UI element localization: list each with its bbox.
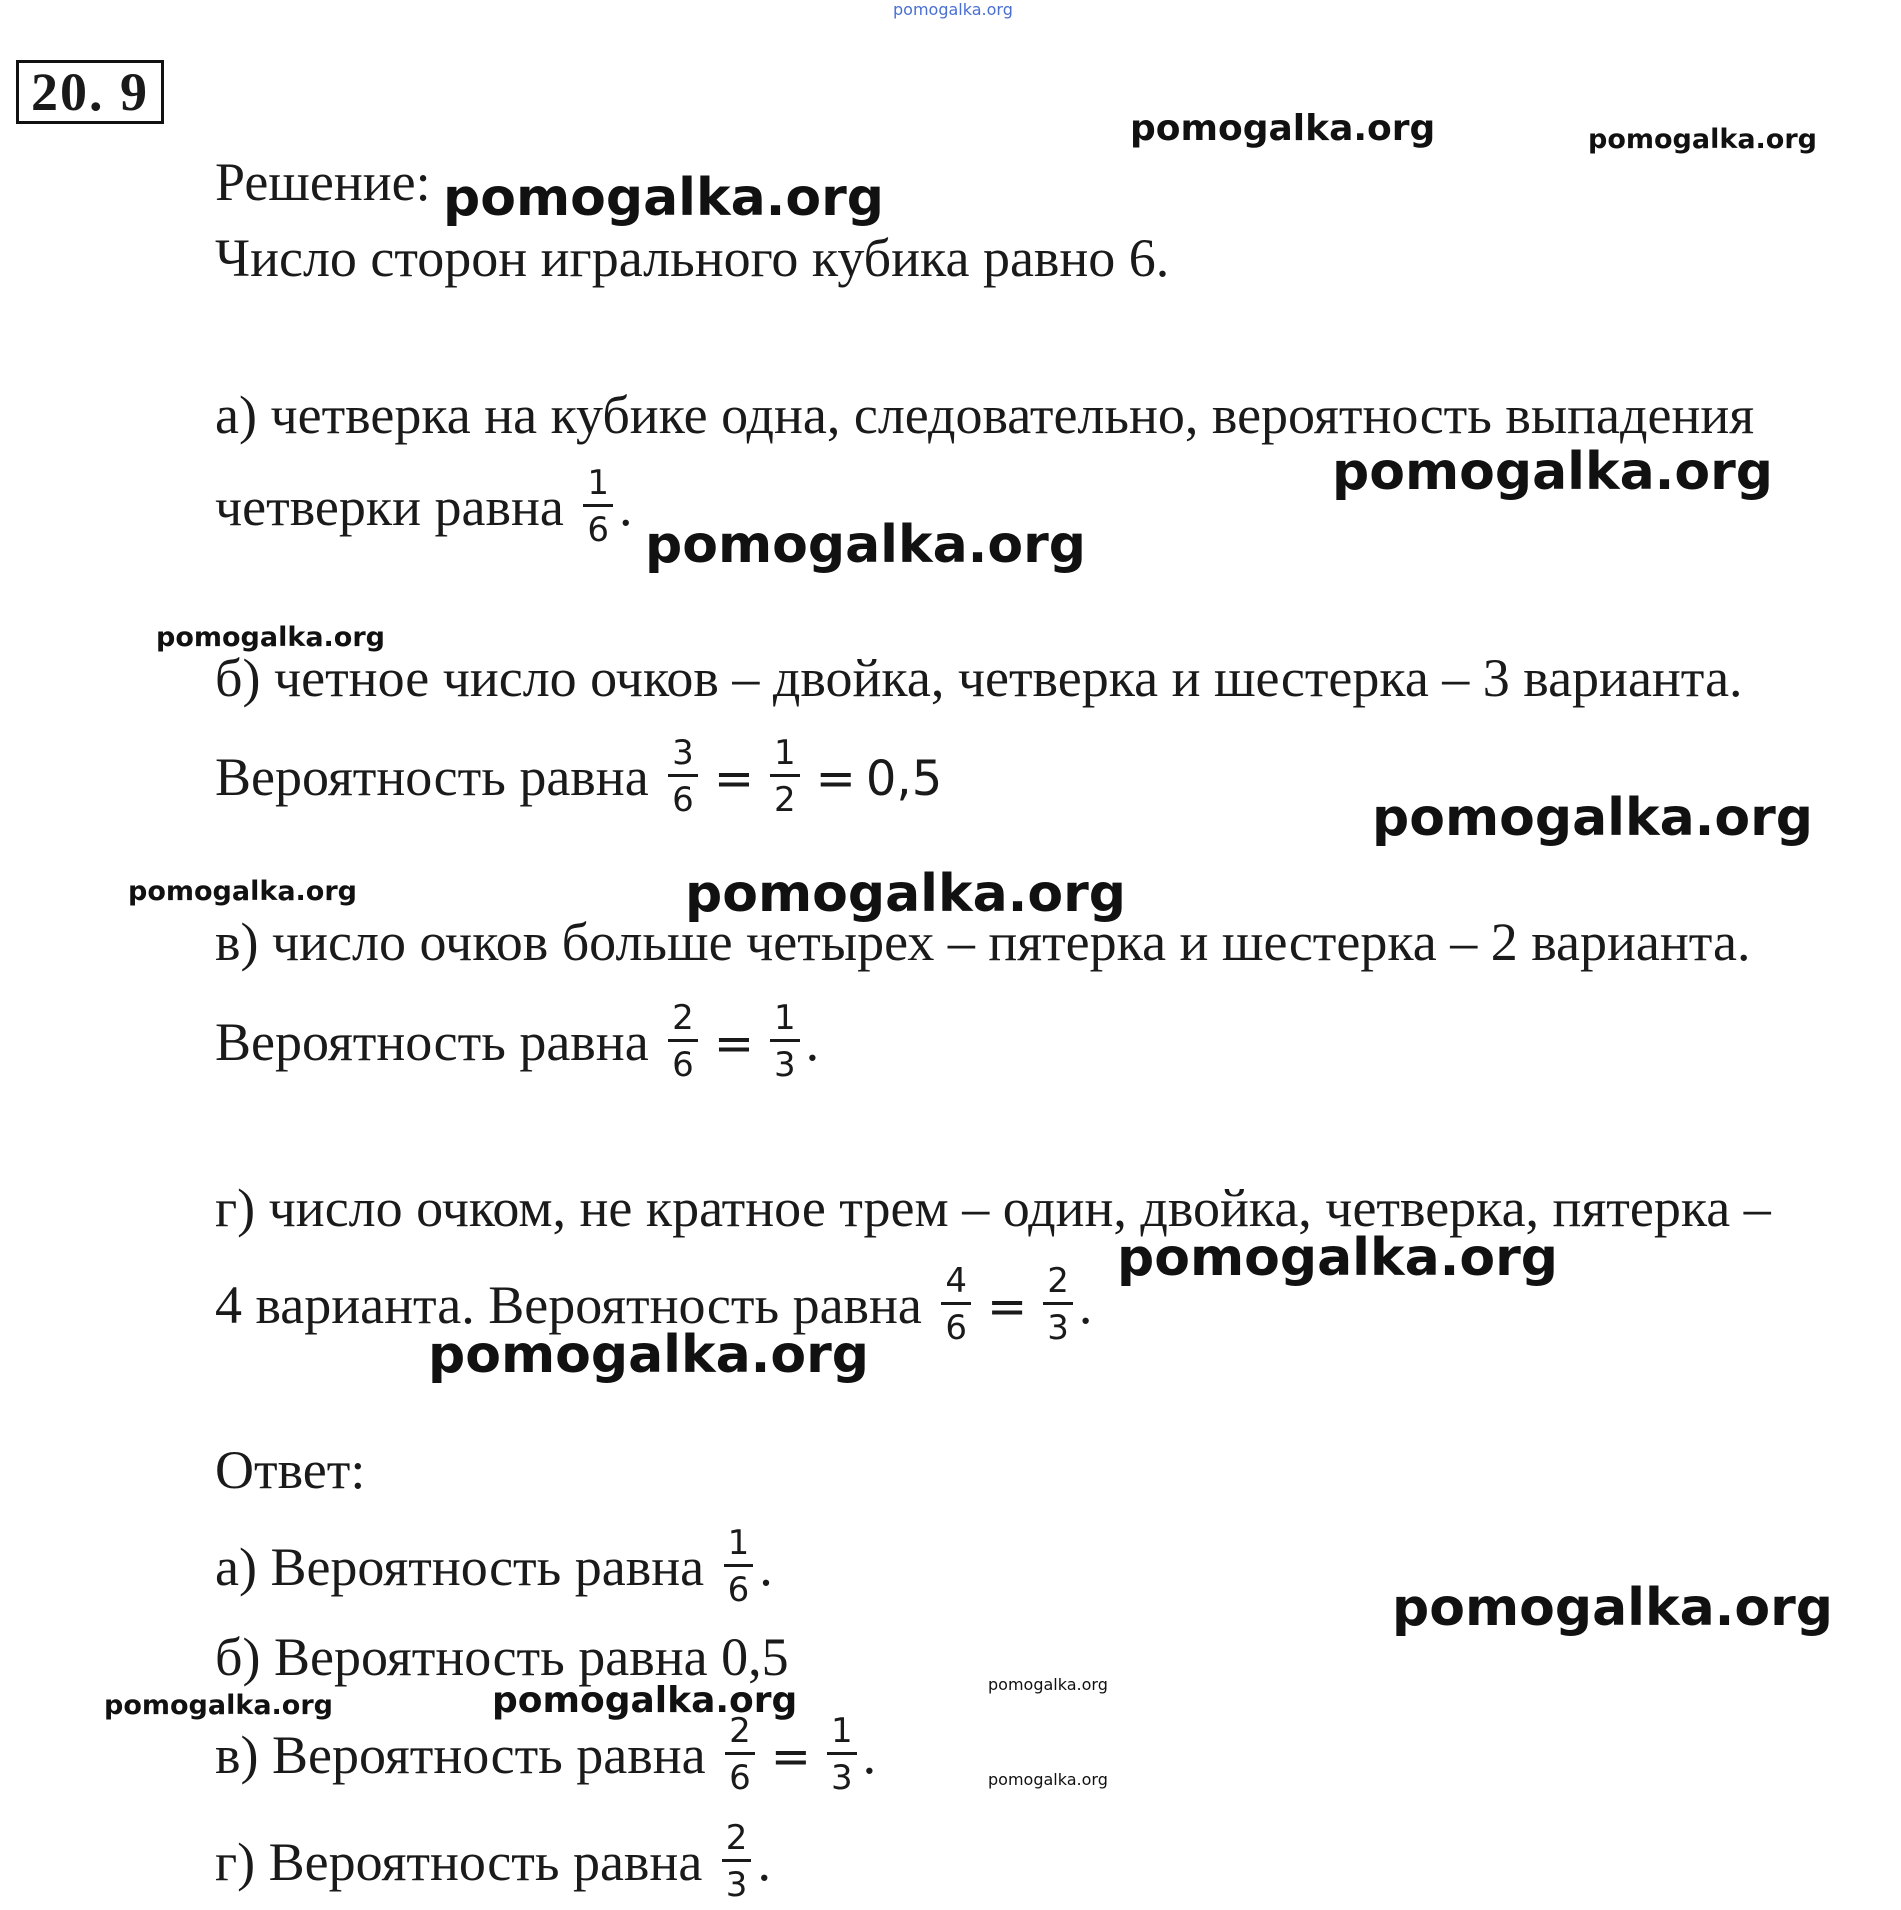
numerator: 2 xyxy=(668,999,698,1042)
answer-a xyxy=(215,1523,773,1615)
part-v-text: Вероятность равна xyxy=(215,1011,649,1072)
fraction-1-6 xyxy=(724,1524,754,1609)
period: . xyxy=(1078,1274,1093,1335)
numerator: 1 xyxy=(770,999,800,1042)
part-v-line2 xyxy=(215,998,820,1090)
watermark: pomogalka.org xyxy=(1392,1578,1834,1638)
watermark: pomogalka.org xyxy=(1372,788,1814,848)
part-a-text: четверки равна xyxy=(215,476,564,537)
answer-a-text: а) Вероятность равна xyxy=(215,1536,705,1597)
watermark: pomogalka.org xyxy=(492,1680,798,1721)
denominator: 6 xyxy=(587,510,609,550)
period: . xyxy=(862,1724,877,1785)
equals-sign: = xyxy=(815,750,856,807)
numerator: 2 xyxy=(725,1712,755,1755)
denominator: 3 xyxy=(725,1865,748,1905)
denominator: 2 xyxy=(774,780,796,820)
period: . xyxy=(757,1831,771,1892)
watermark: pomogalka.org xyxy=(128,876,357,907)
equals-sign: = xyxy=(713,1015,755,1072)
numerator: 1 xyxy=(583,464,613,507)
answer-v xyxy=(215,1711,877,1803)
numerator: 4 xyxy=(941,1262,971,1305)
denominator: 3 xyxy=(774,1045,796,1085)
part-a-line2 xyxy=(215,463,633,555)
watermark-top: pomogalka.org xyxy=(893,0,1013,19)
numerator: 1 xyxy=(827,1712,857,1755)
fraction-2-6 xyxy=(725,1712,755,1797)
numerator: 2 xyxy=(1043,1262,1073,1305)
watermark: pomogalka.org xyxy=(104,1690,333,1721)
fraction-1-3 xyxy=(770,999,800,1084)
answer-v-text: в) Вероятность равна xyxy=(215,1724,706,1785)
decimal-value: 0,5 xyxy=(865,750,943,807)
denominator: 6 xyxy=(672,1045,694,1085)
watermark: pomogalka.org xyxy=(1130,108,1436,149)
fraction-2-3 xyxy=(1043,1262,1073,1347)
answer-b: б) Вероятность равна 0,5 xyxy=(215,1627,789,1687)
watermark: pomogalka.org xyxy=(988,1675,1108,1694)
part-b-line1: б) четное число очков – двойка, четверка и шестерка – 3 варианта. xyxy=(215,648,1743,708)
fraction-2-6 xyxy=(668,999,698,1084)
part-g-line1: г) число очком, не кратное трем – один, двойка, четверка, пятерка – xyxy=(215,1178,1771,1238)
equals-sign: = xyxy=(987,1278,1028,1335)
problem-number: 20. 9 xyxy=(16,60,164,124)
fraction-1-6 xyxy=(583,464,613,549)
fraction-1-3 xyxy=(827,1712,857,1797)
fraction-1-2 xyxy=(770,734,800,819)
equals-sign: = xyxy=(713,750,755,807)
denominator: 3 xyxy=(831,1758,853,1798)
watermark: pomogalka.org xyxy=(645,515,1087,575)
intro-text: Число сторон игрального кубика равно 6. xyxy=(215,228,1170,288)
fraction-3-6 xyxy=(668,734,698,819)
numerator: 3 xyxy=(668,734,698,777)
denominator: 6 xyxy=(729,1758,751,1798)
part-a-line1: а) четверка на кубике одна, следовательно, вероятность выпадения xyxy=(215,385,1755,445)
numerator: 2 xyxy=(722,1819,752,1862)
answer-g-text: г) Вероятность равна xyxy=(215,1831,703,1892)
fraction-2-3 xyxy=(722,1819,752,1904)
equals-sign: = xyxy=(770,1728,811,1785)
period: . xyxy=(618,476,633,537)
part-v-line1: в) число очков больше четырех – пятерка и шестерка – 2 варианта. xyxy=(215,912,1751,972)
answer-g xyxy=(215,1818,771,1910)
watermark: pomogalka.org xyxy=(428,1325,870,1385)
denominator: 6 xyxy=(727,1570,750,1610)
fraction-4-6 xyxy=(941,1262,971,1347)
period: . xyxy=(805,1011,820,1072)
denominator: 6 xyxy=(945,1308,968,1348)
watermark: pomogalka.org xyxy=(156,622,385,653)
watermark: pomogalka.org xyxy=(988,1770,1108,1789)
part-b-text: Вероятность равна xyxy=(215,746,649,807)
part-b-line2 xyxy=(215,733,943,825)
watermark: pomogalka.org xyxy=(1588,124,1817,155)
denominator: 3 xyxy=(1047,1308,1069,1348)
numerator: 1 xyxy=(770,734,800,777)
part-g-text: 4 варианта. Вероятность равна xyxy=(215,1274,922,1335)
watermark: pomogalka.org xyxy=(685,864,1127,924)
watermark: pomogalka.org xyxy=(1332,442,1774,502)
answer-label: Ответ: xyxy=(215,1440,366,1500)
watermark: pomogalka.org xyxy=(443,168,885,228)
watermark: pomogalka.org xyxy=(1117,1228,1559,1288)
period: . xyxy=(759,1536,773,1597)
solution-label: Решение: xyxy=(215,152,431,212)
numerator: 1 xyxy=(724,1524,754,1567)
denominator: 6 xyxy=(672,780,694,820)
